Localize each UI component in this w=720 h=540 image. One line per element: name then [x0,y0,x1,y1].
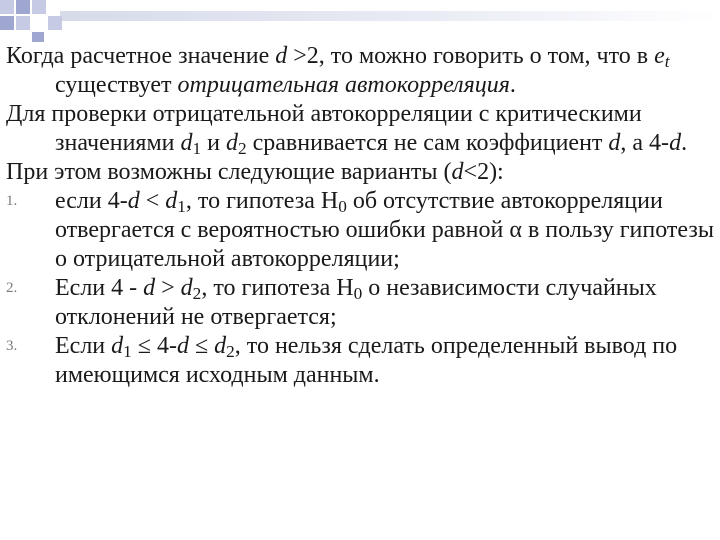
var-d1: d [180,130,193,156]
text-run: , а 4- [620,130,670,156]
text-run: и [201,130,226,156]
deco-square [16,16,30,30]
text-run: Для проверки отрицательной автокорреляции с критическими значениями [6,101,642,156]
var-d1: d [165,188,178,214]
text-run: . [509,72,516,98]
subscript: 1 [192,138,202,158]
text-run: . [681,130,688,156]
deco-square [0,0,14,14]
emphasis-negative-autocorrelation: отрицательная автокорреляция [177,72,510,98]
list-item [6,187,714,274]
var-d: d [176,333,189,359]
subscript: 2 [226,341,235,361]
deco-square [0,16,14,30]
text-run: о независимости случайных отклонений не отвергается; [55,275,657,330]
text-run: , то гипотеза Н [201,275,354,301]
text-run: >2, то можно говорить о том, что в [287,43,655,69]
text-run: об отсутствие автокорреляции отвергается с вероятностью ошибки равной [55,188,663,243]
text-run: Когда расчетное значение [6,43,276,69]
text-run: существует [55,72,178,98]
list-number: 1. [6,193,18,209]
header-band [60,11,720,21]
var-e: e [654,43,665,69]
list-item [6,274,714,332]
deco-square [48,16,62,30]
text-run: ≤ 4- [131,333,177,359]
paragraph-check [6,100,714,158]
var-d2: d [225,130,238,156]
var-d1: d [111,333,124,359]
alpha-symbol: α [509,217,522,243]
var-d: d [275,43,288,69]
paragraph-positive-d [6,42,714,100]
text-run: сравнивается не сам коэффициент [246,130,609,156]
subscript: 0 [353,283,363,303]
deco-square [32,0,46,14]
text-run: Если [55,333,112,359]
text-run: <2): [463,159,504,185]
var-e-t [654,43,669,69]
var-d: d [127,188,140,214]
subscript: 2 [192,283,202,303]
subscript: 1 [177,196,186,216]
var-d2: d [180,275,193,301]
var-d: d [608,130,621,156]
list-number: 3. [6,338,18,354]
subscript: 1 [123,341,132,361]
list-number: 2. [6,280,18,296]
text-run: , то нельзя сделать определенный вывод по имеющимся исходным данным. [55,333,678,388]
text-run: ≤ [188,333,215,359]
text-run: Если 4 - [55,275,144,301]
paragraph-variants [6,158,714,187]
subscript: 0 [338,196,347,216]
text-run: При этом возможны следующие варианты ( [6,159,452,185]
text-run: , то гипотеза Н [185,188,339,214]
var-d: d [669,130,682,156]
deco-square [32,32,44,42]
list-item [6,332,714,390]
header-decoration [0,0,720,44]
deco-square [16,0,30,14]
var-d: d [451,159,464,185]
subscript-t: t [664,51,670,71]
subscript: 2 [237,138,247,158]
text-run: в пользу гипотезы о отрицательной автокорреляции; [55,217,714,272]
text-run: если 4- [55,188,128,214]
text-run: < [139,188,166,214]
var-d2: d [214,333,227,359]
slide-body [6,42,714,390]
text-run: > [155,275,181,301]
var-d: d [143,275,156,301]
